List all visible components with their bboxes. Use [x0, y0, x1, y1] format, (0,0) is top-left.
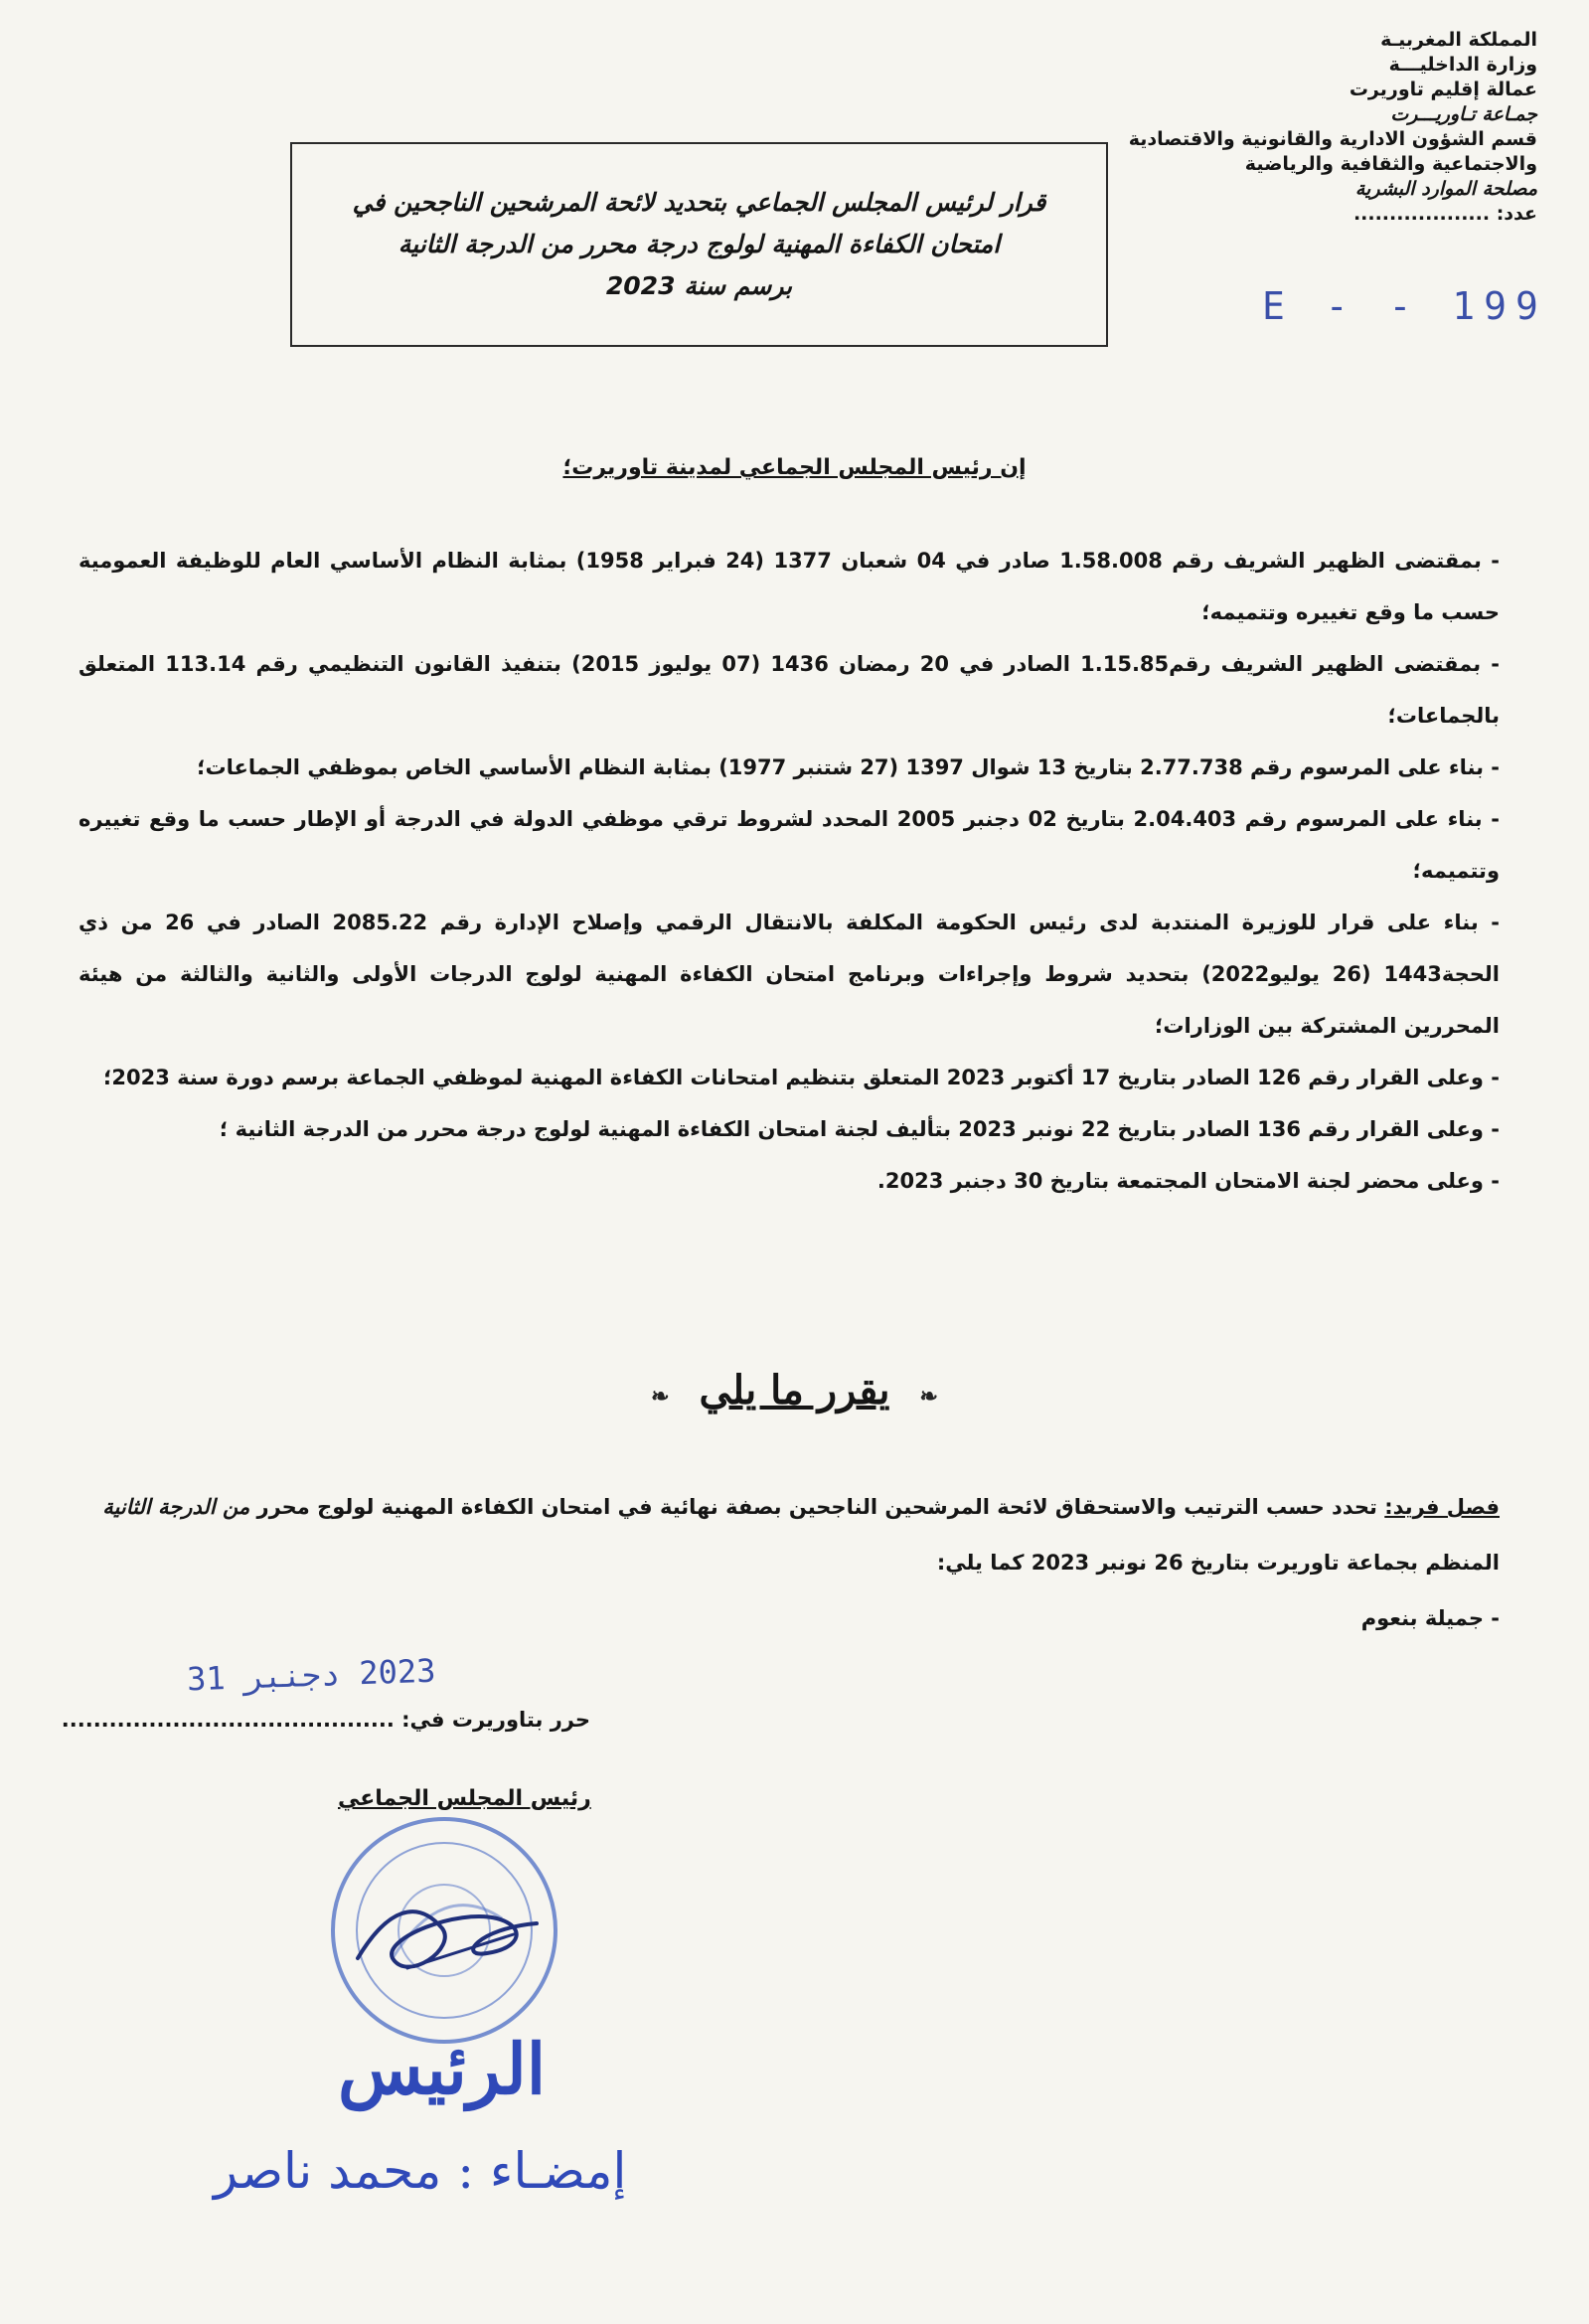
decree-heading: [0, 1367, 1589, 1413]
preamble-item: - وعلى القرار رقم 126 الصادر بتاريخ 17 أكتوبر 2023 المتعلق بتنظيم امتحانات الكفاءة المهنية لموظفي الجماعة برسم دورة سنة 2023؛: [102, 1066, 1500, 1089]
header-division-line1: قسم الشؤون الادارية والقانونية والاقتصادية: [1128, 128, 1537, 150]
article-text: تحدد حسب الترتيب والاستحقاق لائحة المرشحين الناجحين بصفة نهائية في امتحان الكفاءة المهنية لولوج محرر: [249, 1495, 1385, 1519]
preamble-item: - بمقتضى الظهير الشريف رقم1.15.85 الصادر في 20 رمضان 1436 (07 يوليوز 2015) بتنفيذ القانون التنظيمي رقم 113.14 المتعلق بالجماعات؛: [79, 652, 1500, 728]
ornament-icon: ❧: [919, 1384, 938, 1410]
reference-number-stamp: E - - 199: [1262, 284, 1547, 328]
article-label: فصل فريد:: [1384, 1495, 1500, 1519]
preamble-item: - بناء على المرسوم رقم 2.04.403 بتاريخ 02 دجنبر 2005 المحدد لشروط ترقي موظفي الدولة في الدرجة أو الإطار حسب ما وقع تغييره وتتميمه؛: [79, 807, 1500, 883]
preamble-item: - بناء على قرار للوزيرة المنتدبة لدى رئيس الحكومة المكلفة بالانتقال الرقمي وإصلاح الإدارة رقم 2085.22 الصادر في 26 من ذي الحجة1443 (26 يوليو2022) بتحديد شروط وإجراءات وبرنامج امتحان الكفاءة المهنية لولوج الدرجات الأولى والثانية والثالثة من هيئة المحررين المشتركة بين الوزارات؛: [79, 911, 1500, 1038]
single-article: [79, 1479, 1500, 1646]
header-prefecture: عمالة إقليم تاوريرت: [1349, 79, 1537, 100]
header-service: مصلحة الموارد البشرية: [1354, 178, 1537, 200]
administrative-header: [1100, 28, 1537, 227]
preamble-item: - وعلى القرار رقم 136 الصادر بتاريخ 22 نونبر 2023 بتأليف لجنة امتحان الكفاءة المهنية لولوج درجة محرر من الدرجة الثانية ؛: [219, 1117, 1500, 1141]
title-line-3: برسم سنة 2023: [605, 271, 793, 300]
header-ministry: وزارة الداخليـــة: [1388, 54, 1537, 76]
header-commune: جمـاعة تـاوريـــرت: [1390, 103, 1537, 125]
preamble-list: [79, 535, 1500, 1207]
header-division-line2: والاجتماعية والثقافية والرياضية: [1244, 153, 1537, 175]
preamble-item: - بناء على المرسوم رقم 2.77.738 بتاريخ 13 شوال 1397 (27 شتنبر 1977) بمثابة النظام الأساسي الخاص بموظفي الجماعات؛: [197, 755, 1500, 779]
signature-icon: [348, 1889, 547, 1998]
decree-text: يقرر ما يلي: [699, 1367, 890, 1413]
title-line-1: قرار لرئيس المجلس الجماعي بتحديد لائحة المرشحين الناجحين في: [352, 188, 1046, 217]
candidate-name: - جميلة بنعوم: [1360, 1606, 1500, 1630]
decision-title-box: [290, 142, 1108, 347]
signatory-title: رئيس المجلس الجماعي: [338, 1786, 591, 1811]
header-number: عدد: ...................: [1352, 203, 1537, 225]
article-grade: من الدرجة الثانية: [102, 1495, 250, 1519]
preamble-item: - وعلى محضر لجنة الامتحان المجتمعة بتاريخ 30 دجنبر 2023.: [876, 1169, 1500, 1193]
header-kingdom: المملكة المغربيـة: [1380, 29, 1537, 51]
signed-by: إمضـاء : محمد ناصر: [214, 2142, 627, 2200]
article-paragraph: [79, 1479, 1500, 1535]
preamble-item: - بمقتضى الظهير الشريف رقم 1.58.008 صادر في 04 شعبان 1377 (24 فبراير 1958) بمثابة النظام الأساسي العام للوظيفة العمومية حسب ما وقع تغييره وتتميمه؛: [79, 549, 1500, 624]
made-at-line: حرر بتاوريرت في: ..........................................: [61, 1708, 590, 1732]
intro-statement: إن رئيس المجلس الجماعي لمدينة تاوريرت؛: [562, 455, 1027, 480]
article-line-2: المنظم بجماعة تاوريرت بتاريخ 26 نونبر 2023 كما يلي:: [936, 1551, 1500, 1575]
ornament-icon: ❧: [651, 1384, 670, 1410]
title-line-2: امتحان الكفاءة المهنية لولوج درجة محرر من الدرجة الثانية: [397, 230, 1001, 258]
chief-label: الرئيس: [338, 2028, 547, 2110]
date-stamp: 2023 دجنبر 31: [186, 1651, 437, 1699]
